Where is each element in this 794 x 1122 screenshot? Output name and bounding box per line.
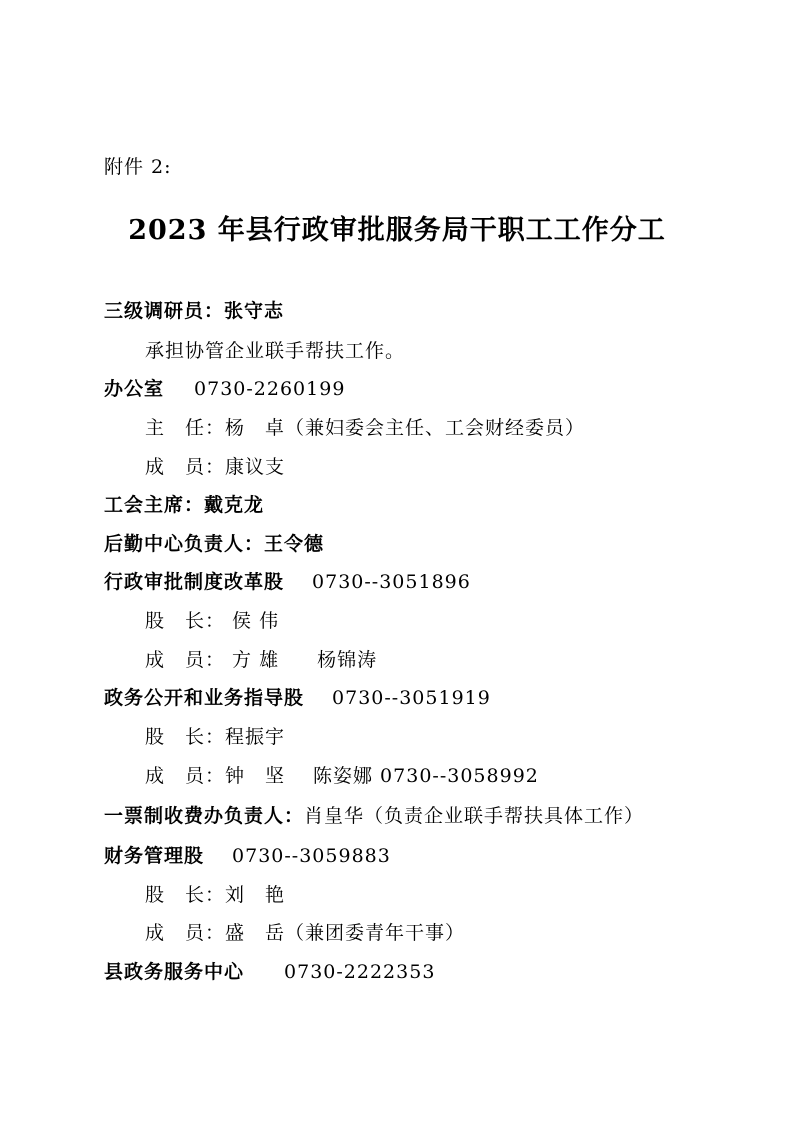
reform-phone: 0730--3051896	[312, 571, 471, 593]
ticket-line	[104, 801, 644, 828]
publicity-members	[145, 761, 539, 788]
office-line	[104, 374, 345, 401]
service-center-phone: 0730-2222353	[284, 961, 436, 983]
ticket-value: 肖皇华（负责企业联手帮扶具体工作）	[304, 805, 645, 827]
finance-phone: 0730--3059883	[232, 845, 391, 867]
researcher-line	[104, 296, 284, 323]
service-center-name: 县政务服务中心	[104, 961, 245, 983]
attachment-label: 附件 2:	[104, 156, 172, 178]
logistics-line	[104, 529, 324, 556]
finance-line	[104, 841, 391, 868]
office-name: 办公室	[104, 378, 165, 400]
researcher-label: 三级调研员：	[104, 300, 225, 322]
reform-name: 行政审批制度改革股	[104, 571, 285, 593]
finance-members: 成 员：盛 岳（兼团委青年干事）	[145, 922, 466, 944]
publicity-member2: 陈姿娜 0730--3058992	[313, 765, 539, 787]
union-line	[104, 490, 264, 517]
union-name: 戴克龙	[204, 494, 265, 516]
office-phone: 0730-2260199	[194, 378, 346, 400]
reform-chief: 股 长： 侯 伟	[145, 610, 280, 632]
reform-member2: 杨锦涛	[317, 649, 378, 671]
reform-members	[145, 645, 377, 672]
union-label: 工会主席：	[104, 494, 205, 516]
reform-members-label: 成 员： 方 雄	[145, 649, 280, 671]
publicity-line	[104, 683, 491, 710]
office-director: 主 任：杨 卓（兼妇委会主任、工会财经委员）	[145, 417, 586, 439]
service-center-line	[104, 957, 435, 984]
researcher-name: 张守志	[224, 300, 285, 322]
logistics-name: 王令德	[264, 533, 325, 555]
researcher-duty: 承担协管企业联手帮扶工作。	[145, 340, 406, 362]
publicity-name: 政务公开和业务指导股	[104, 687, 305, 709]
finance-name: 财务管理股	[104, 845, 205, 867]
reform-line	[104, 567, 471, 594]
document-title: 2023 年县行政审批服务局干职工工作分工	[128, 215, 666, 246]
publicity-phone: 0730--3051919	[332, 687, 491, 709]
finance-chief: 股 长：刘 艳	[145, 884, 286, 906]
publicity-chief: 股 长：程振宇	[145, 726, 286, 748]
logistics-label: 后勤中心负责人：	[104, 533, 265, 555]
office-members: 成 员：康议支	[145, 456, 286, 478]
publicity-members-label: 成 员：钟 坚	[145, 765, 286, 787]
ticket-label: 一票制收费办负责人：	[104, 805, 305, 827]
